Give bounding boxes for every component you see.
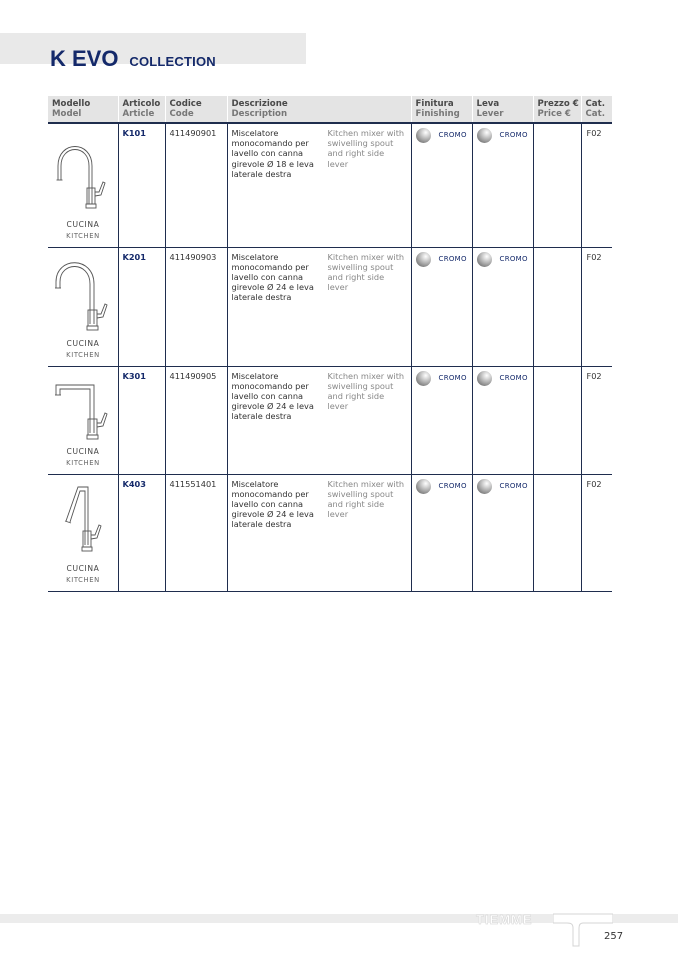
finishing-label: CROMO [438, 481, 467, 490]
page-title [50, 37, 216, 74]
chrome-swatch-icon [477, 128, 492, 143]
lever-label: CROMO [499, 481, 528, 490]
model-label: CUCINA KITCHEN [66, 446, 100, 467]
col-header-lever: Leva Lever [472, 96, 533, 123]
table-row [48, 366, 612, 474]
col-header-code: Codice Code [165, 96, 227, 123]
description-en: Kitchen mixer with swivelling spout and right side lever [327, 128, 405, 169]
finishing-label: CROMO [438, 254, 467, 263]
model-cell [48, 123, 118, 247]
finishing-label: CROMO [438, 373, 467, 382]
table-row [48, 247, 612, 366]
description-en: Kitchen mixer with swivelling spout and right side lever [327, 251, 405, 293]
col-header-finishing: Finitura Finishing [411, 96, 472, 123]
finishing-cell [411, 247, 472, 366]
faucet-gooseneck-icon [48, 254, 118, 346]
cat-cell: F02 [581, 366, 612, 474]
pipe-logo-icon [553, 912, 613, 948]
model-cell [48, 366, 118, 474]
finishing-cell [411, 366, 472, 474]
chrome-swatch-icon [416, 252, 431, 267]
price-cell [533, 123, 581, 247]
title-main: K EVO [50, 46, 119, 71]
article-cell: K101 [118, 123, 165, 247]
code-cell: 411490901 [165, 123, 227, 247]
article-cell: K403 [118, 474, 165, 591]
description-cell [227, 123, 411, 247]
model-cell [48, 247, 118, 366]
faucet-angled-icon [48, 481, 118, 573]
description-cell [227, 366, 411, 474]
chrome-swatch-icon [477, 479, 492, 494]
title-sub: COLLECTION [129, 54, 216, 69]
article-cell: K201 [118, 247, 165, 366]
description-it: Miscelatore monocomando per lavello con canna girevole Ø 24 e leva laterale destra [231, 478, 314, 530]
lever-label: CROMO [499, 131, 528, 140]
description-en: Kitchen mixer with swivelling spout and right side lever [327, 478, 405, 520]
description-it: Miscelatore monocomando per lavello con canna girevole Ø 18 e leva laterale destra [231, 128, 314, 179]
brand-logo: TIEMME [476, 912, 533, 927]
lever-cell [472, 123, 533, 247]
model-label: CUCINA KITCHEN [66, 338, 100, 359]
col-header-cat: Cat. Cat. [581, 96, 612, 123]
finishing-cell [411, 474, 472, 591]
code-cell: 411490903 [165, 247, 227, 366]
faucet-gooseneck-icon [48, 130, 118, 222]
col-header-model: Modello Model [48, 96, 118, 123]
description-cell [227, 474, 411, 591]
col-header-description: Descrizione Description [227, 96, 411, 123]
cat-cell: F02 [581, 123, 612, 247]
lever-cell [472, 247, 533, 366]
code-cell: 411551401 [165, 474, 227, 591]
model-label: CUCINA KITCHEN [66, 563, 100, 584]
chrome-swatch-icon [477, 252, 492, 267]
chrome-swatch-icon [477, 371, 492, 386]
finishing-label: CROMO [438, 131, 467, 140]
col-header-price: Prezzo € Price € [533, 96, 581, 123]
description-en: Kitchen mixer with swivelling spout and right side lever [327, 370, 405, 412]
lever-label: CROMO [499, 373, 528, 382]
chrome-swatch-icon [416, 479, 431, 494]
lever-label: CROMO [499, 254, 528, 263]
description-it: Miscelatore monocomando per lavello con canna girevole Ø 24 e leva laterale destra [231, 251, 314, 303]
table-header-row [48, 96, 612, 123]
cat-cell: F02 [581, 247, 612, 366]
price-cell [533, 247, 581, 366]
product-table [48, 96, 612, 592]
description-cell [227, 247, 411, 366]
cat-cell: F02 [581, 474, 612, 591]
price-cell [533, 366, 581, 474]
code-cell: 411490905 [165, 366, 227, 474]
model-label: CUCINA KITCHEN [66, 219, 100, 240]
finishing-cell [411, 123, 472, 247]
chrome-swatch-icon [416, 128, 431, 143]
page-number: 257 [604, 931, 624, 942]
lever-cell [472, 474, 533, 591]
article-cell: K301 [118, 366, 165, 474]
description-it: Miscelatore monocomando per lavello con canna girevole Ø 24 e leva laterale destra [231, 370, 314, 422]
table-row [48, 123, 612, 247]
col-header-article: Articolo Article [118, 96, 165, 123]
price-cell [533, 474, 581, 591]
model-cell [48, 474, 118, 591]
table-row [48, 474, 612, 591]
lever-cell [472, 366, 533, 474]
chrome-swatch-icon [416, 371, 431, 386]
